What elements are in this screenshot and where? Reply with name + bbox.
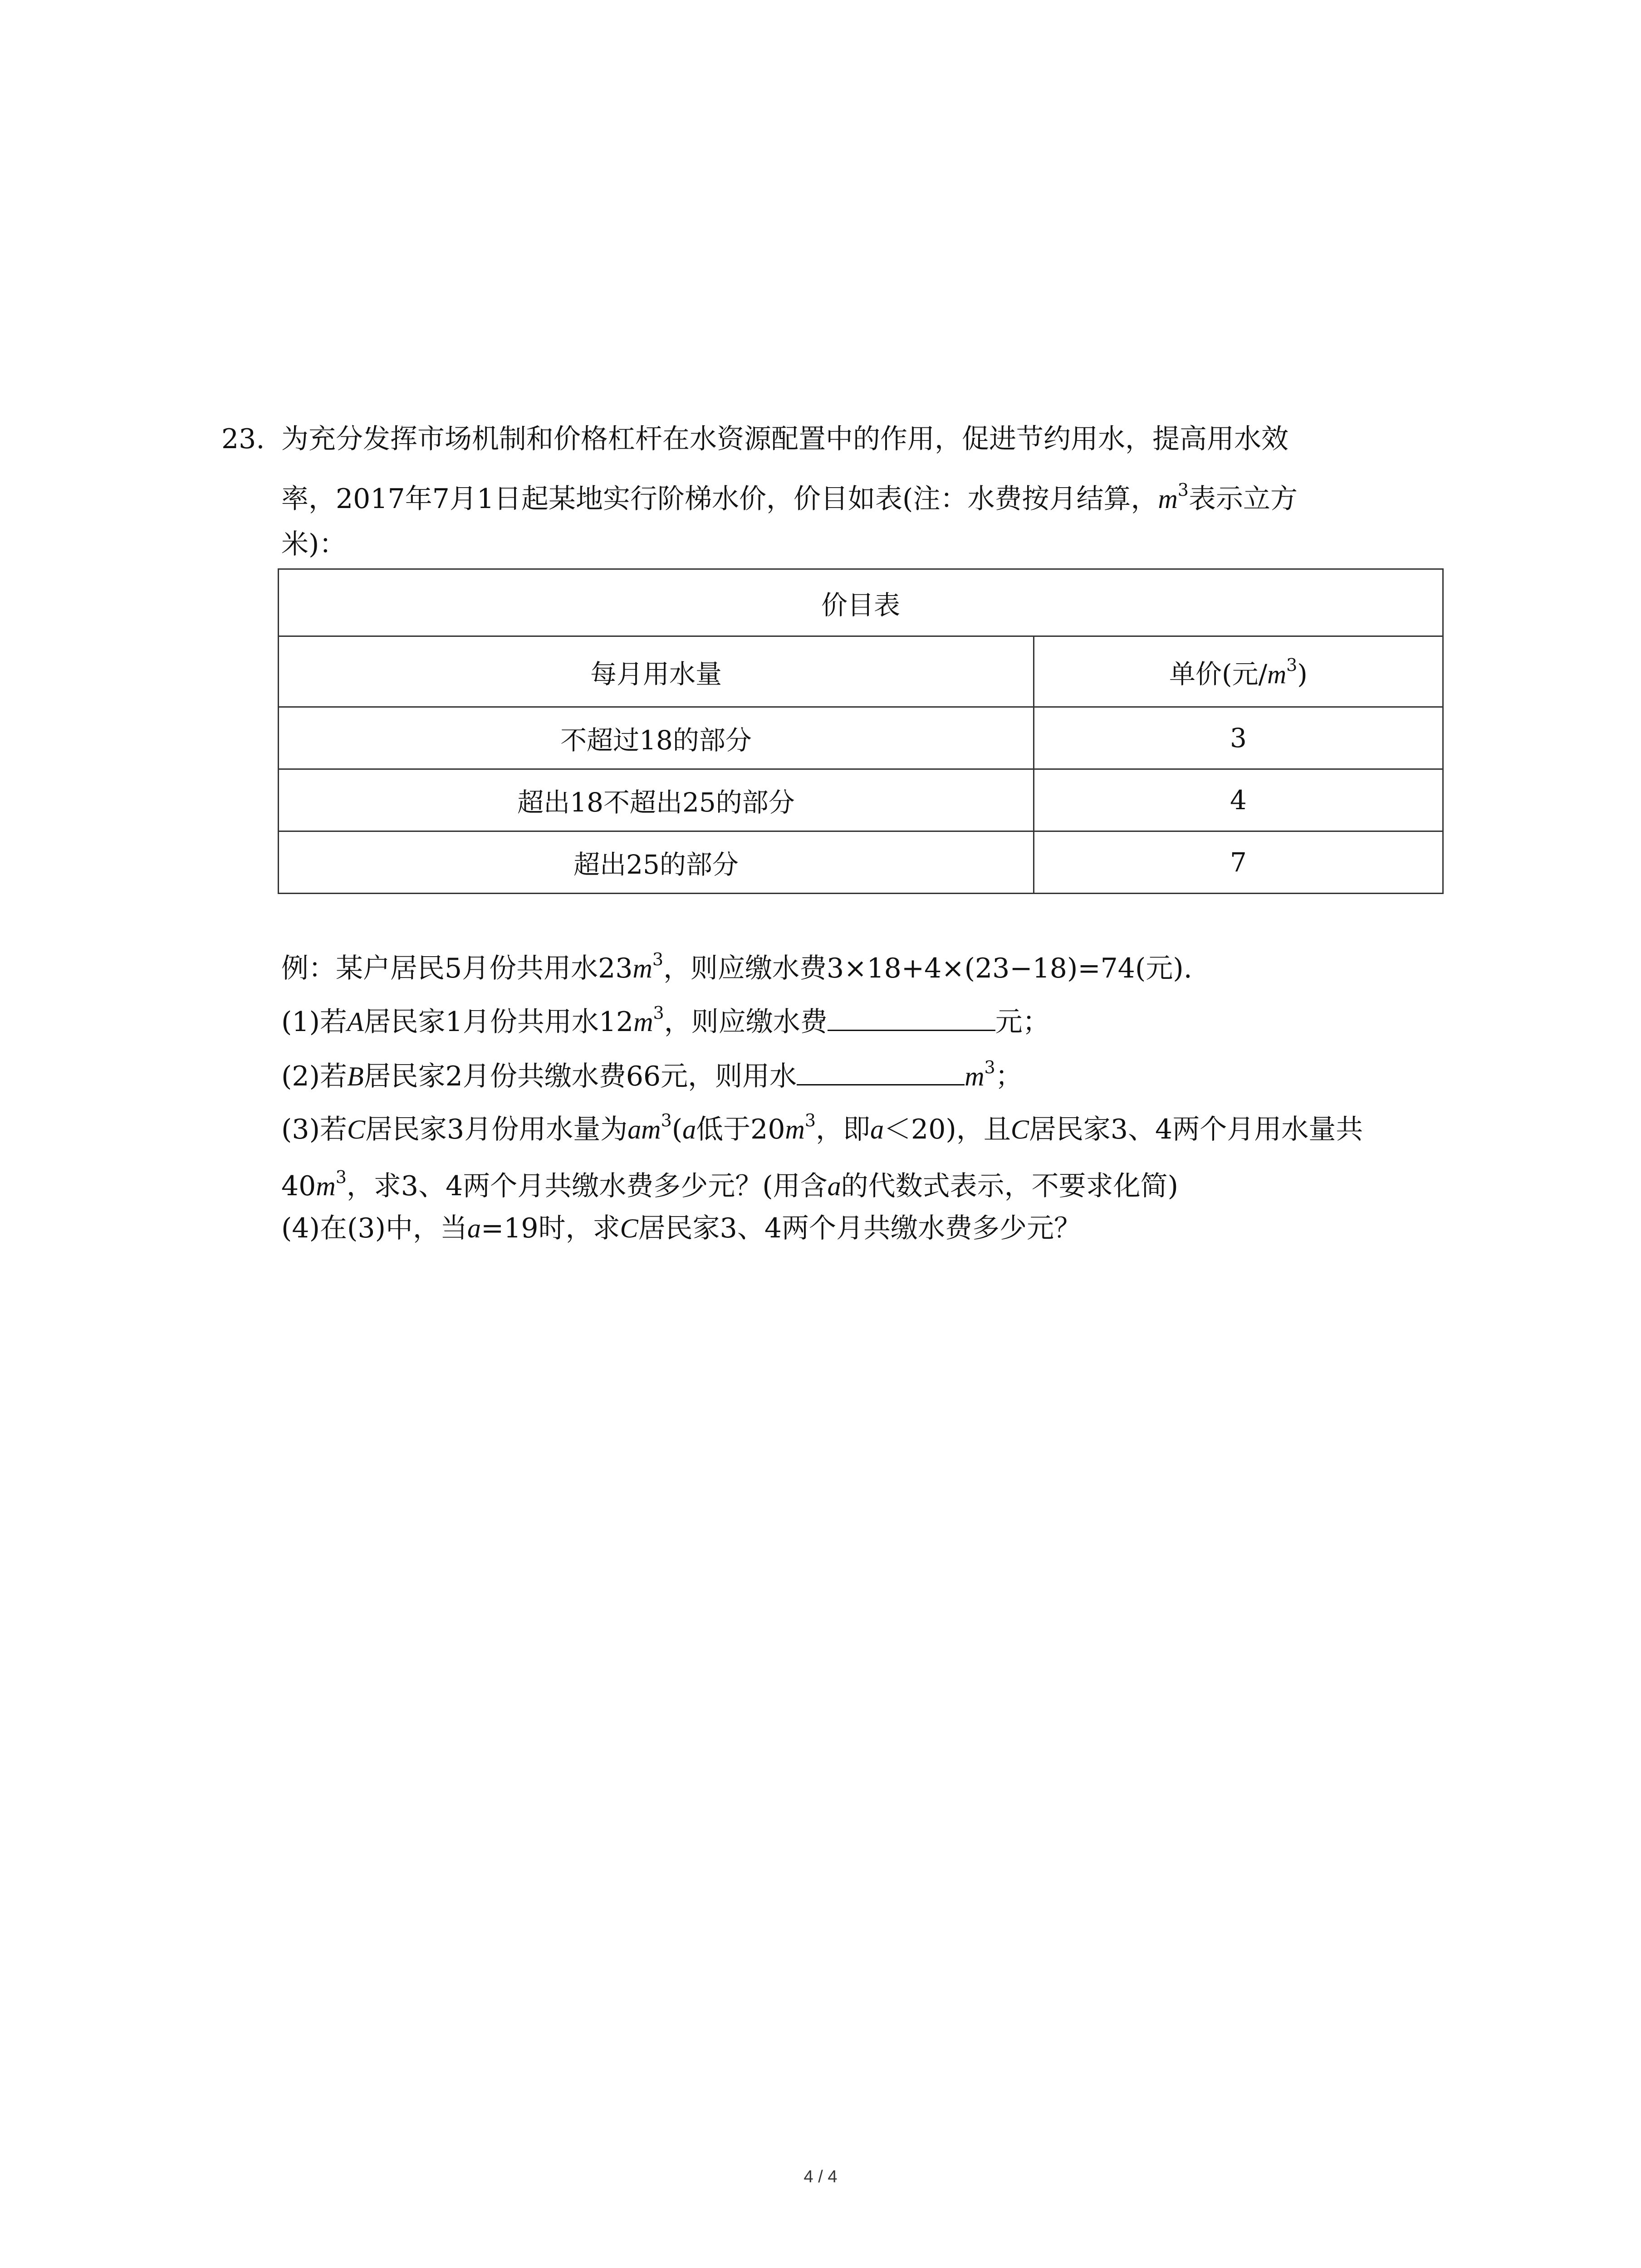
table-row [279, 831, 1443, 894]
page-number: 4 / 4 [803, 2167, 838, 2186]
price-table-title: 价目表 [279, 569, 1443, 636]
row-range: 不超过18的部分 [279, 707, 1034, 769]
sub-question-3-line-2: $40m^3$，求3、4两个月共缴水费多少元？(用含a的代数式表示，不要求化简) [281, 1167, 1179, 1202]
sub-question-1: (1)若A居民家1月份共用水$12m^3$，则应缴水费 元； [281, 1003, 1050, 1038]
table-row [279, 707, 1443, 769]
row-price: 3 [1034, 707, 1443, 769]
question-line-2: 率，2017年7月1日起某地实行阶梯水价，价目如表(注：水费按月结算，$m^3$表示立方 [281, 480, 1298, 515]
row-price: 4 [1034, 769, 1443, 831]
row-range: 超出25的部分 [279, 831, 1034, 894]
question-number: 23. [221, 423, 265, 455]
sub-question-2: (2)若B居民家2月份共缴水费66元，则用水 $m^3$； [281, 1057, 1023, 1092]
header-monthly-usage: 每月用水量 [279, 636, 1034, 707]
sub-question-4: (4)在(3)中，当a=19时，求C居民家3、4两个月共缴水费多少元？ [281, 1212, 1081, 1244]
answer-blank-2[interactable] [797, 1057, 965, 1085]
header-unit-price: 单价(元$/m^3$) [1034, 636, 1443, 707]
row-range: 超出18不超出25的部分 [279, 769, 1034, 831]
example-text: 例：某户居民5月份共用水$23m^3$，则应缴水费3×18+4×(23−18)=74(元). [281, 949, 1192, 984]
row-price: 7 [1034, 831, 1443, 894]
question-line-3: 米)： [281, 528, 347, 560]
table-row [279, 769, 1443, 831]
answer-blank-1[interactable] [828, 1002, 995, 1031]
sub-question-3-line-1: (3)若C居民家3月份用水量为$am^3(a$低于$20m^3$，即a＜20)，且C居民家3、4两个月用水量共 [281, 1110, 1363, 1145]
price-table [278, 568, 1444, 894]
question-line-1: 为充分发挥市场机制和价格杠杆在水资源配置中的作用，促进节约用水，提高用水效 [281, 423, 1288, 455]
